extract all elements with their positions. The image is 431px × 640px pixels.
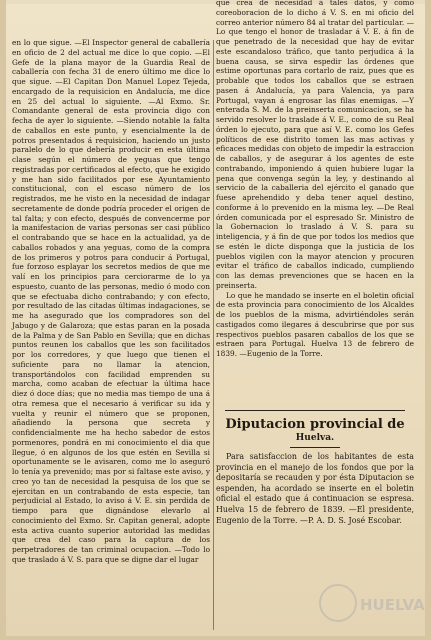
section-body (216, 452, 414, 526)
page-right-edge (425, 0, 431, 640)
section-paragraph: Para satisfaccion de los habitantes de esta provincia en el manejo de los fondos que por la depositaría se recauden y por ésta Diputacion se espenden, ha acordado se inserte en el boletin oficial el estado que á continuacion se espresa. Huelva 15 de febrero de 1839. —El presidente, Eugenio de la Torre. —P. A. D. S. José Escobar. (216, 452, 414, 525)
library-stamp-watermark (318, 568, 425, 638)
right-paragraph-1: que crea de necesidad á tales datos, y como coreoboracion de lo dicho á V. S. en mi oficio del correo anterior número 84 al tratar del particular. —Lo que tengo el honor de trasladar á V. E. á fin de que penetrado de la necesidad que hay de evitar este escandaloso tráfico, que tanto perjudica á la buena causa, se sirva espedir las órdenes que estime oportunas para cortarlo de raiz, pues que es probable que todos los caballos que se estraen pasen á Andalucía, ya para Valencia, ya para Portugal, vayan á engrosar las filas enemigas. —Y enterada S. M. de la preinserta comunicacion, se ha servido resolver lo traslade á V. E., como de su Real órden lo ejecuto, para que así V. E. como los Gefes políticos de ese distrito tomen las mas activas y eficaces medidas con objeto de impedir la estraccion de caballos, y de asegurar á los agentes de este contrabando, imponiendo á quien hubiere lugar la pena que convenga según la ley, y destinando al servicio de la caballeria del ejército el ganado que fuese aprehendido y deba tener aquel destino, conforme á lo prevenido en la misma ley. —De Real órden comunicada por el espresado Sr. Ministro de la Gobernacion lo traslado á V. S. para su inteligencia, y á fin de que por todos los medios que se estén le dicte disponga que la justicia de los pueblos vigilen con la mayor atencion y procuren evitar el tráfico de caballos indicado, cumpliendo con las demas prevenciones que se hacen en la preinserta. (216, 0, 414, 290)
section-title: Diputacion provincial de (225, 417, 405, 432)
section-subtitle: Huelva. (295, 433, 335, 443)
right-column (216, 0, 414, 403)
section-short-rule (290, 447, 340, 448)
right-paragraph-2: Lo que he mandado se inserte en el boletin oficial de esta provincia para conocimiento de los Alcaldes de los pueblos de la misma, advirtiéndoles serán castigados como ilegares á descubrirse que por sus respectivos pueblos pasaren caballos de los que se estraen para Portugal. Huelva 13 de febrero de 1839. —Eugenio de la Torre. (216, 290, 414, 358)
column-divider (213, 40, 214, 630)
page-left-edge (0, 0, 6, 640)
left-paragraph: en lo que sigue. —El Inspector general de caballería en oficio de 2 del actual me dice lo que copio. —El Gefe de la plana mayor de la Guardia Real de caballería con fecha 31 de enero último me dice lo que sigue. —El Capitan Don Manuel Lopez Tejeda, encargado de la requisicion en Andalucía, me dice en 25 del actual lo siguiente. —Al Exmo. Sr. Comandante general de esta provincia digo con fecha de ayer lo siguiente. —Siendo notable la falta de caballos en este punto, y esencialmente la de potros presentados á requisicion, haciendo un justo paralelo de lo que debería producir en esta última clase según el número de yeguas que tengo registradas por certificados al efecto, que he exigido y me han sido facilitados por ese Ayuntamiento constitucional, con el escaso número de los registrados, me he visto en la necesidad de indagar secretamente de donde podría proceder el origen de tal falta; y con efecto, después de convencerme por la manifestacion de varias personas ser casi público el contrabando que se hace en la actualidad, ya de caballos robados y ana yeguas, como de la compra de los primeros y potros para conducir á Portugal, fue forzoso esplayar los secretos medios de que me valí en los principios para cerciorarme de lo ya espuesto, cuanto de las personas, medio ó modo con que se efectuaba dicho contrabando; y con efecto, por resultado de las citadas últimas indagaciones, se me ha asegurado que los compradores son del Jabugo y de Galaroza; que estas paran en la posada de la Palma y de San Pablo en Sevilla; que en dichas puntos reunen los caballos que les son facilitados por los corredores, y que luego que tienen el suficiente para no llamar la atencion, transportándolos con facilidad emprenden su marcha, como acaban de efectuar la última hace diez ó doce días; que no media mas tiempo de una á otra remesa que el necesario á verificar su ida y vuelta y reunir el número que se proponen, añadiendo la persona que secreta y confidencialmente me ha hecho sabedor de estos pormenores, pondrá en mi conocimiento el dia que llegue, ó en algunos de los que estén en Sevilla si oportunamente se le avisaren, como me lo aseguró lo tenía ya prevenido; mas por si faltase este aviso, y creo yo tan de necesidad la pesquisa de los que se ejercitan en un contrabando de esta especie, tan perjudicial al Estado, lo aviso á V. E. sin perdida de tiempo para que dignándose elevarlo al conocimiento del Exmo. Sr. Capitan general, adopte esta activa cuanto superior autoridad las medidas que crea del caso para la captura de los perpetradores de tan criminal ocupacion. —Todo lo que traslado á V. S. para que se digne dar el lugar (12, 38, 210, 564)
section-top-rule (225, 410, 405, 411)
left-column (12, 38, 210, 565)
svg-text:HUELVA: HUELVA (360, 596, 425, 614)
